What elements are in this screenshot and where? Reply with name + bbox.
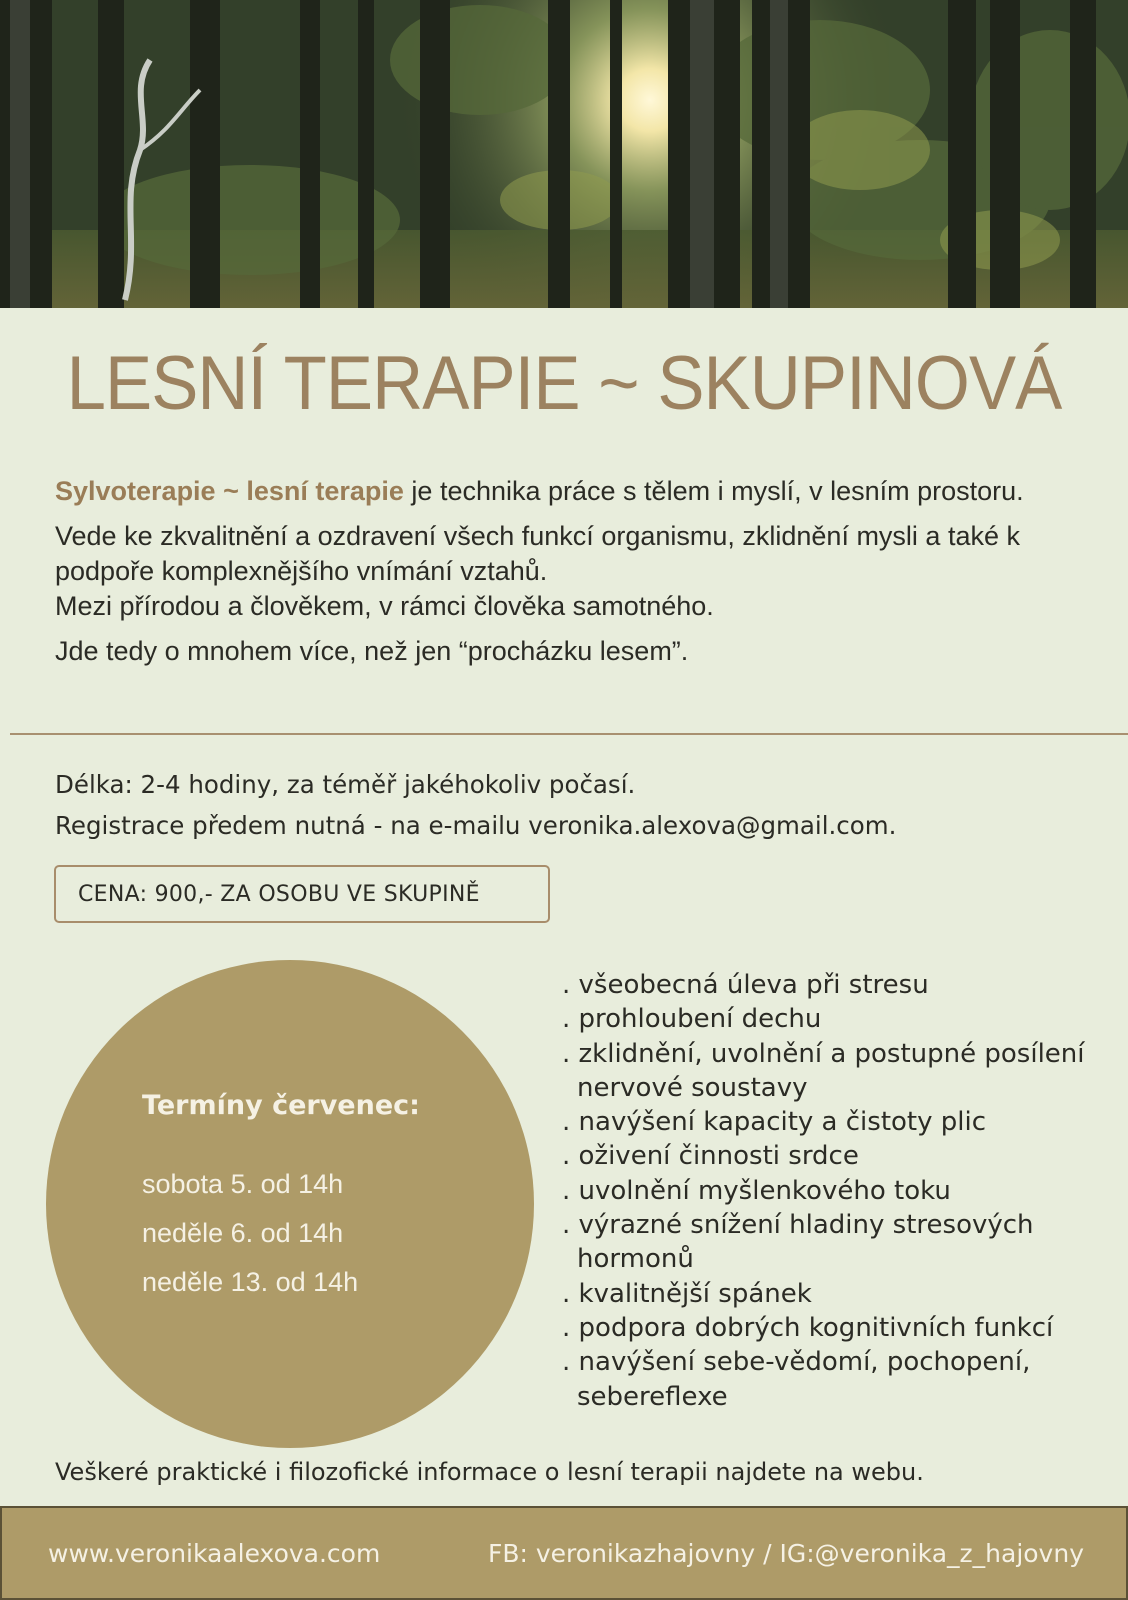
page-title: LESNÍ TERAPIE ~ SKUPINOVÁ (66, 341, 1062, 426)
schedule-dates (142, 1160, 358, 1307)
forest-illustration (0, 0, 1128, 308)
forest-photo (0, 0, 1128, 308)
schedule-date: neděle 13. od 14h (142, 1267, 359, 1297)
footer (0, 1506, 1128, 1600)
schedule-circle (46, 960, 534, 1448)
intro-paragraph-2 (55, 519, 1075, 624)
benefits-list (562, 968, 1122, 1414)
schedule-title: Termíny červenec: (142, 1090, 420, 1121)
benefit-item: . oživení činnosti srdce (562, 1141, 859, 1172)
intro-highlight: Sylvoterapie ~ lesní terapie (55, 476, 404, 506)
benefit-item: . zklidnění, uvolnění a postupné posílení nervové soustavy (562, 1038, 1085, 1103)
intro-paragraph-3: Jde tedy o mnohem více, než jen “procházku lesem”. (55, 636, 689, 666)
benefit-item: . uvolnění myšlenkového toku (562, 1175, 951, 1206)
benefit-item: . navýšení sebe-vědomí, pochopení, sebereflexe (562, 1347, 1031, 1412)
social-handles: FB: veronikazhajovny / IG:@veronika_z_hajovny (487, 1538, 1084, 1568)
section-divider (10, 733, 1128, 735)
schedule-date: sobota 5. od 14h (142, 1169, 344, 1199)
duration-text: Délka: 2-4 hodiny, za téměř jakéhokoliv počasí. (55, 770, 636, 799)
benefit-item: . navýšení kapacity a čistoty plic (562, 1107, 987, 1138)
benefit-item: . výrazné snížení hladiny stresových hormonů (562, 1210, 1034, 1275)
benefit-item: . podpora dobrých kognitivních funkcí (562, 1312, 1054, 1343)
intro-paragraph-2-line-1: Vede ke zkvalitnění a ozdravení všech funkcí organismu, zklidnění mysli a také k podpoře komplexnějšího vnímání vztahů. (55, 521, 1020, 586)
price-box: CENA: 900,- ZA OSOBU VE SKUPINĚ (54, 865, 550, 923)
registration-text: Registrace předem nutná - na e-mailu veronika.alexova@gmail.com. (55, 811, 897, 840)
benefit-item: . všeobecná úleva při stresu (562, 970, 929, 1000)
website-link[interactable]: www.veronikaalexova.com (48, 1538, 381, 1568)
intro-paragraph-2-line-2: Mezi přírodou a člověkem, v rámci člověka samotného. (55, 591, 714, 621)
intro-paragraph-1 (55, 474, 1075, 509)
schedule-date: neděle 6. od 14h (142, 1218, 344, 1248)
benefit-item: . kvalitnější spánek (562, 1278, 812, 1309)
benefit-item: . prohloubení dechu (562, 1004, 822, 1035)
intro-text (55, 474, 1075, 679)
info-block (55, 768, 896, 850)
bottom-note: Veškeré praktické i filozofické informace o lesní terapii najdete na webu. (55, 1458, 924, 1486)
intro-paragraph-1-rest: je technika práce s tělem i myslí, v lesním prostoru. (403, 476, 1024, 506)
